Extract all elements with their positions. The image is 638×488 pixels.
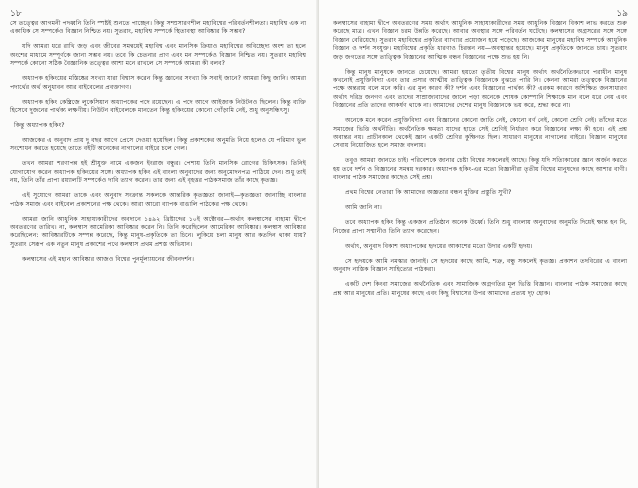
left-page-text bbox=[10, 20, 306, 271]
paragraph: তবে অধ্যাপক হকিং কিন্তু একজন প্রতিষ্ঠান অনেক উর্ধ্বে। তিনি শুধু বাংলায় অনুবাদের অনুমতি দিয়েই ক্ষান্ত হন নি, নিজের প্রাপ্য সম্মানীও তিনি ত্যাগ করেছেন। bbox=[333, 219, 627, 235]
paragraph: অনেকে মনে করেন প্রযুক্তিবিদ্যা এবং বিজ্ঞানের কোনো জাতি নেই, কোনো বর্ণ নেই, কোনো শ্রেণি নেই। তাঁদের মতে সমাজের ভিত্তি অর্থনীতি। অর্থনৈতিক ক্ষমতা যাদের হাতে সেই শ্রেণিই নির্ধারণ করে বিজ্ঞানের লক্ষ্য কী হবে। এই প্রশ্ন অবান্তর নয়। প্রাচীনকাল থেকেই জ্ঞান একটি শ্রেণির কুক্ষিগত ছিল। সাধারণ মানুষের নাগালের বাইরে। বিজ্ঞান মানুষের সেবায় নিয়োজিত হলে সমাজ বদলায়। bbox=[333, 117, 627, 150]
paragraph: সে হৃদয়কে আমি নমস্কার জানাই। সে হৃদয়ের কাছে আমি, শত্রু, বন্ধু সকলেই কৃতজ্ঞ। প্রকাশন তদবিরের এ বাংলা অনুবাদ নাস্তিক বিজ্ঞান সাহিত্যের পাঠকরা। bbox=[333, 257, 627, 274]
paragraph: আমি জানি না। bbox=[345, 204, 382, 212]
paragraph: এই সুযোগে আমরা তাকে এবং অনুবাদ সংক্রান্ত সকলকে আন্তরিক কৃতজ্ঞতা জানাই—কৃতজ্ঞতা জানাচ্ছি বাংলার পাঠক সমাজ এবং বাইবেল প্রকাশনের পক্ষ থেকে। আরা আরো ব্যাপক বাঙালি পাঠকের পক্ষ থেকে। bbox=[10, 192, 306, 208]
paragraph: অর্থাৎ, অনুবাদ বিকাশ অধ্যাপকের হৃদয়ের আকাশের মতো উদার একটি হৃদয়। bbox=[345, 242, 533, 250]
paragraph: তখন আমরা শরণাপন্ন হই শ্রীযুক্ত নামে একজন ইংরাজ বন্ধুর। পেশায় তিনি মানসিক রোগের চিকিৎসক। তিনিই যোগাযোগ করেন অধ্যাপক হকিংয়ের সঙ্গে। অধ্যাপক হকিং এই বাংলা অনুবাদের জন্য অনুমোদনপত্র পাঠিয়ে দেন। শুধু তাই নয়, তিনি তাঁর প্রাপ্য রয়্যালটি সম্পর্কেও দাবি ত্যাগ করেন। তার জন্য এই বৃহত্তর পাঠকসমাজ তাঁর কাছে কৃতজ্ঞ। bbox=[10, 160, 306, 185]
paragraph: অধ্যাপক হকিংয়ের মস্তিষ্কের সংখ্যা যারা বিশ্বাস করেন কিন্তু জ্ঞানের সংখ্যা কি সবাই জানে? আমরা কিছু জানি। আমরা পদার্থের অর্থ অনুধাবন আর বাইবেলের প্রবক্তাগণ। bbox=[10, 75, 306, 91]
paragraph: তবুও আমরা জানতে চাই। পরিবেশকে জানার চেষ্টা বিশ্বের সকলেরই আছে। কিন্তু যদি সত্যিকারের জ্ঞান অর্জন করতে হয় তবে দর্শন ও বিজ্ঞানের সমন্বয় দরকার। অধ্যাপক হকিং-এর মতো বিজ্ঞানীরা তৃতীয় বিশ্বের মানুষদের কাছে আশার বাণী। বাংলার পাঠক সমাজের কাছেও সেই প্রশ্ন। bbox=[333, 157, 627, 182]
paragraph: আমরা জানি আধুনিক সাহায্যকারীদের অবদানে ১৪৯২ খ্রিষ্টাব্দের ১০ই অক্টোবর—অর্থাৎ কলম্বাসের বাহামা দ্বীপে অবতরণের তারিখ। না, কলম্বাস আমেরিকা আবিষ্কার করেন নি। তিনি করেছিলেন আমেরিকা আবিষ্কার। কলম্বাস আবিষ্কার করেছিলেন: আবিষ্কারটিকে সম্পন্ন করেছে, কিন্তু মানুষ-প্রকৃতিকে তা চিনে। লুকিয়ে চলা মানুষ আর কতদিন থাকা যায়? সুতরাং সেরূপ এক নতুন মানুষ প্রকাশের পথে কলম্বাস প্রথম প্রশস্ত অভিযান। bbox=[10, 215, 306, 248]
paragraph: অধ্যাপক হকিং কেম্ব্রিজে লুকেসিয়ান অধ্যাপকের পদে রয়েছেন। এ পদে আগে আইজাক নিউটনও ছিলেন। কিন্তু ব্যক্তি হিসেবে দুজনের পার্থক্য লক্ষণীয়। নিউটন বাইবেলকে মানতেন কিন্তু হকিংয়ের কোনো গোঁড়ামি নেই, শুধু অনুসন্ধিৎসু। bbox=[10, 98, 306, 115]
paragraph: আজকের এ অনুবাদ প্রায় দু বছর আগে প্রেসে দেওয়া হয়েছিল। কিন্তু প্রকাশকের অনুমতি নিয়ে হলেও যে পরিমাণ ভুল সংশোধন করতে হয়েছে তাতে বইটি অনেকের নাগালের বাইরে চলে গেল। bbox=[10, 137, 306, 153]
paragraph: সে তত্ত্বের আগমনী পদধ্বনি তিনি স্পষ্টই শুনতে পাচ্ছেন। কিন্তু সম্প্রসারণশীল মহাবিশ্বের পরিবর্তনশীলতা। মহাবিশ্ব এক না একাধিক সে সম্পর্কেও বিজ্ঞান নিশ্চিত নয়। সুতরাং, মহাবিশ্ব সম্পর্কে স্থিতাবস্থা আবিষ্কার কি সম্ভব? bbox=[10, 20, 306, 36]
page-number-right: ১৯ bbox=[616, 9, 628, 19]
paragraph: কলম্বাসের বাহামা দ্বীপে অবতরণের সময় অর্থাৎ আধুনিক সাহায্যকারীদের সময় আধুনিক বিজ্ঞান বিকাশ লাভ করতে শুরু করেছে মাত্র। এখন বিজ্ঞান চরম উন্নতি করেছে। আবার অবস্থার সঙ্গে পরিবর্তন ঘটেছে। কলম্বাসের অগ্রসরের সঙ্গে সঙ্গে বিজ্ঞান বেরিয়েছে। সুতরাং মহাবিশ্বের প্রকৃতির ব্যাখ্যার প্রয়োজন হয়ে পড়েছে। আজকের মানুষের মহাবিশ্ব সম্পর্কে আধুনিক বিজ্ঞান ও দর্শন সংযুক্ত। মহাবিশ্বের প্রকৃতি ধারণাও চিরন্তন নয়—অবস্থান্তর হয়েছে। মানুষ প্রকৃতিকে জানতে চায়। সুতরাং জড় জগতের সঙ্গে তাত্ত্বিক বিজ্ঞানের আত্মিক বন্ধন বিজ্ঞানের পক্ষে শুভ হয় নি। bbox=[333, 20, 627, 61]
paragraph: প্রথম বিশ্বের নেতারা কি আমাদের অজ্ঞতার বন্ধন মুক্তির প্রস্তুতি সুখী? bbox=[345, 189, 512, 197]
right-page-text bbox=[333, 20, 627, 305]
paragraph: যদি আমরা ধরে রাখি জড় এবং জীবের সমন্বয়েই মহাবিশ্ব এবং মানসিক ক্রিয়াও মহাবিশ্বের অবিচ্ছেদ্য অংশ তা হলে অংশের মাধ্যমে সম্পূর্ণকে জানা সম্ভব নয়। তবে কি চেতনার প্রাণ এবং মন সম্পর্কেও বিজ্ঞান নিশ্চিত নয়। সুতরাং মহাবিশ্ব সম্পর্কে কোনো সঠিক বৈজ্ঞানিক তত্ত্বের আশা মনে রাখলে সে সম্পর্কে আমরা কী বলব? bbox=[10, 43, 306, 68]
section-heading: কিন্তু অধ্যাপক হকিং? bbox=[14, 122, 65, 130]
paragraph: কলম্বাসের এই মহান আবিষ্কার আজও বিশ্বের পুনর্মূল্যায়নের জীবনদর্শন। bbox=[22, 255, 194, 263]
paragraph: কিন্তু মানুষ মানুষকে জানতে চেয়েছে। আমরা হয়তো তৃতীয় বিশ্বের মানুষ অর্থাৎ অর্থনৈতিকভাবে পরাধীন মানুষ কখনোই প্রযুক্তিবিদ্যা এবং তার প্রসার আত্মীয় তাত্ত্বিক বিজ্ঞানকে বুঝতে পারি নি। কেননা আমরা তত্ত্বকে বিজ্ঞানের পক্ষে অন্তরায় বলে মনে করি। এর মূল কারণ কী? দর্শন এবং বিজ্ঞানের পার্থক্য কী? এরকম কারণে অশিক্ষিত জনসাধারণ অর্থাৎ দরিদ্র জনগণ এবং তাদের সাম্রাজ্যবাদের জালে পড়া অনেকে শোষক কোম্পানি শিক্ষাকে মান বলে ধরে নেয় এবং বিজ্ঞানের প্রতি তাদের আকর্ষণ থাকে না। আমাদের দেশের মানুষ বিজ্ঞানকে ভয় করে, শ্রদ্ধা করে না। bbox=[333, 68, 627, 110]
paragraph: একটি দেশ কিংবা সমাজের অর্থনৈতিক এবং সামাজিক অগ্রগতির মূল ভিত্তি বিজ্ঞান। বাংলার পাঠক সমাজের কাছে প্রশ্ন আর মানুষের প্রতি। মানুষের কাছে এবং কিছু বিশ্বাসের উপর আমাদের প্রত্যয় দৃঢ় হোক। bbox=[333, 281, 627, 297]
page-number-left: ১৮ bbox=[10, 9, 22, 19]
right-page bbox=[319, 0, 638, 488]
